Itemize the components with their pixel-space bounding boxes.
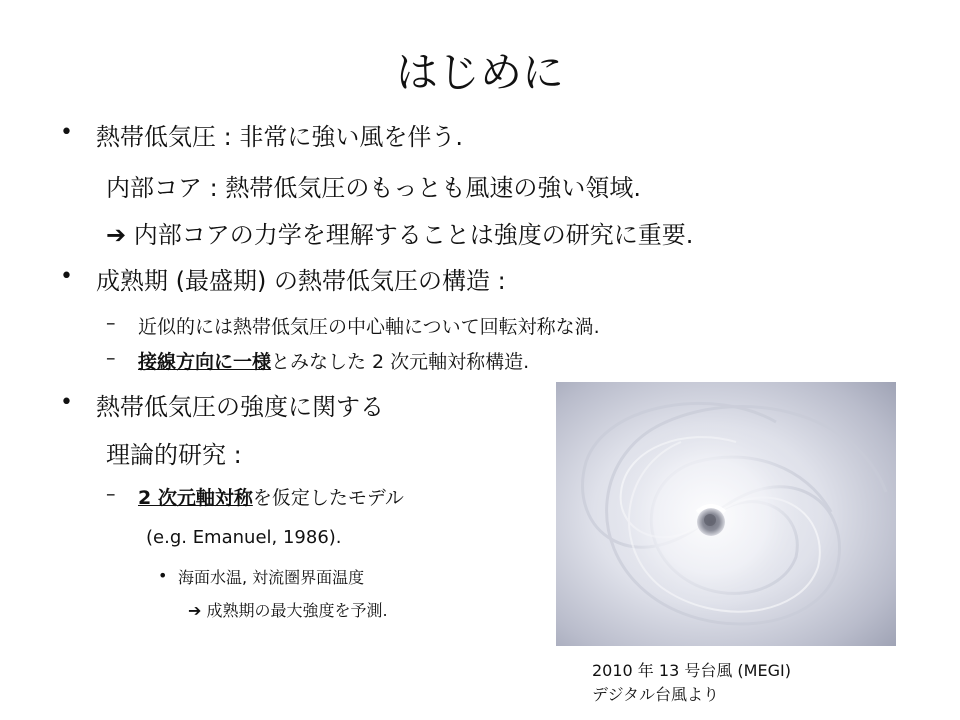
arrow-right-icon: ➔ [188, 601, 202, 620]
slide-title: はじめに [395, 48, 564, 97]
bullet-text-tropical-cyclone: 熱帯低気圧 : 非常に強い風を伴う. [96, 123, 463, 151]
arrow-right-icon: ➔ [106, 221, 127, 249]
image-caption-line1: 2010 年 13 号台風 (MEGI) [592, 661, 791, 680]
dash-marker: – [106, 312, 116, 334]
image-caption-line2: デジタル台風より [592, 685, 720, 704]
citation: (e.g. Emanuel, 1986). [146, 527, 342, 548]
bullet-marker: • [60, 390, 73, 415]
sub-sub-bullet-sst: 海面水温, 対流圏界面温度 [178, 568, 365, 587]
sub-bullet-axisymmetric [138, 347, 529, 374]
sub-bullet-rotational-symmetry: 近似的には熱帯低気圧の中心軸について回転対称な渦. [138, 316, 600, 338]
sub-bullet-model-rest: を仮定したモデル [252, 487, 404, 509]
bullet-line-importance [106, 215, 693, 250]
bullet-marker: • [60, 120, 73, 145]
typhoon-satellite-image [556, 382, 896, 646]
underlined-term-tangential-uniform: 接線方向に一様 [138, 351, 272, 373]
bullet-marker: • [60, 264, 73, 289]
bullet-text-intensity: 熱帯低気圧の強度に関する [96, 393, 384, 421]
dash-marker: – [106, 347, 116, 369]
sub-bullet-axisymmetric-rest: とみなした 2 次元軸対称構造. [271, 351, 530, 373]
dash-marker: – [106, 483, 116, 505]
bullet-text-inner-core: 内部コア : 熱帯低気圧のもっとも風速の強い領域. [106, 174, 641, 202]
sub-sub-bullet-predict-text: 成熟期の最大強度を予測. [206, 601, 388, 620]
bullet-text-importance: 内部コアの力学を理解することは強度の研究に重要. [133, 221, 694, 249]
underlined-term-2d-axisymmetric: 2 次元軸対称 [138, 487, 253, 509]
bullet-text-mature-structure: 成熟期 (最盛期) の熱帯低気圧の構造 : [96, 267, 506, 295]
bullet-text-theory: 理論的研究 : [106, 441, 242, 469]
sub-bullet-model [138, 483, 404, 510]
sub-sub-bullet-predict [188, 598, 388, 621]
bullet-marker-small: • [158, 566, 168, 585]
